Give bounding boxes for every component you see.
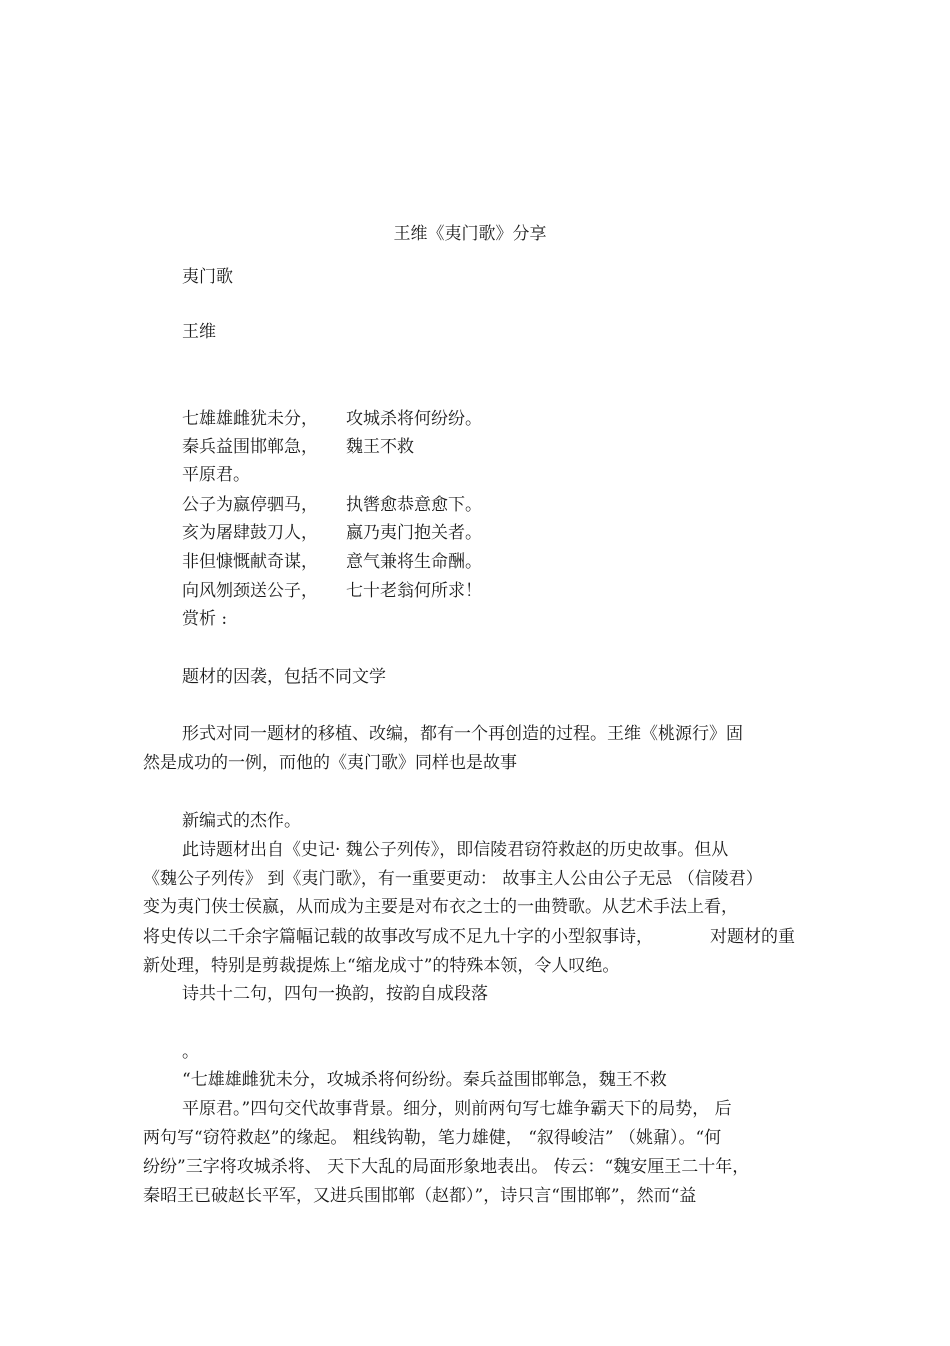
poem-line <box>182 493 482 517</box>
poem-author: 王维 <box>182 322 216 342</box>
poem-line <box>182 550 482 574</box>
page-title: 王维《夷门歌》分享 <box>393 224 547 244</box>
body-line: “七雄雄雌犹未分，攻城杀将何纷纷。秦兵益围邯郸急，魏王不救 <box>182 1070 667 1090</box>
poem-line-second-half: 嬴乃夷门抱关者。 <box>346 523 482 543</box>
poem-line-second-half: 意气兼将生命酬。 <box>346 552 482 572</box>
poem-line-first-half: 亥为屠肆鼓刀人， <box>182 523 318 543</box>
poem-line-first-half: 平原君。 <box>182 465 250 485</box>
body-line: 诗共十二句，四句一换韵，按韵自成段落 <box>182 984 488 1004</box>
body-line: 对题材的重 <box>710 927 795 947</box>
body-line: 秦昭王已破赵长平军，又进兵围邯郸（赵都）”，诗只言“围邯郸”，然而“益 <box>143 1186 697 1206</box>
body-line: 平原君。”四句交代故事背景。细分，则前两句写七雄争霸天下的局势， 后 <box>182 1099 732 1119</box>
poem-line <box>182 579 482 603</box>
body-line: 题材的因袭，包括不同文学 <box>182 667 386 687</box>
poem-line <box>182 407 482 431</box>
body-line: 新编式的杰作。 <box>182 811 301 831</box>
poem-line-second-half: 魏王不救 <box>346 437 414 457</box>
poem-line-first-half: 七雄雄雌犹未分， <box>182 409 318 429</box>
appreciation-label: 赏析 : <box>182 609 228 629</box>
poem-title: 夷门歌 <box>182 267 233 287</box>
poem-line-first-half: 公子为嬴停驷马， <box>182 495 318 515</box>
body-line: 此诗题材出自《史记· 魏公子列传》，即信陵君窃符救赵的历史故事。但从 <box>182 840 729 860</box>
poem-line <box>182 463 346 487</box>
body-line: 形式对同一题材的移植、改编，都有一个再创造的过程。王维《桃源行》固 <box>182 724 743 744</box>
body-line: 然是成功的一例，而他的《夷门歌》同样也是故事 <box>143 753 517 773</box>
poem-line <box>182 435 414 459</box>
poem-line <box>182 521 482 545</box>
body-line: 变为夷门侠士侯嬴，从而成为主要是对布衣之士的一曲赞歌。从艺术手法上看， <box>143 897 738 917</box>
poem-line-second-half: 执辔愈恭意愈下。 <box>346 495 482 515</box>
body-line: 两句写“窃符救赵”的缘起。 粗线钩勒，笔力雄健， “叙得峻洁” （姚鼐）。“何 <box>143 1128 722 1148</box>
poem-line-first-half: 向风刎颈送公子， <box>182 581 318 601</box>
body-line: 新处理，特别是剪裁提炼上“缩龙成寸”的特殊本领，令人叹绝。 <box>143 956 620 976</box>
poem-line-second-half: 七十老翁何所求！ <box>346 581 482 601</box>
poem-line-second-half: 攻城杀将何纷纷。 <box>346 409 482 429</box>
body-line: 将史传以二千余字篇幅记载的故事改写成不足九十字的小型叙事诗， <box>143 927 653 947</box>
poem-line-first-half: 非但慷慨献奇谋， <box>182 552 318 572</box>
poem-line-first-half: 秦兵益围邯郸急， <box>182 437 318 457</box>
body-line: 纷纷”三字将攻城杀将、 天下大乱的局面形象地表出。 传云：“魏安厘王二十年， <box>143 1157 750 1177</box>
body-line: 《魏公子列传》 到《夷门歌》，有一重要更动： 故事主人公由公子无忌 （信陵君） <box>143 869 763 889</box>
body-line: 。 <box>182 1042 199 1062</box>
